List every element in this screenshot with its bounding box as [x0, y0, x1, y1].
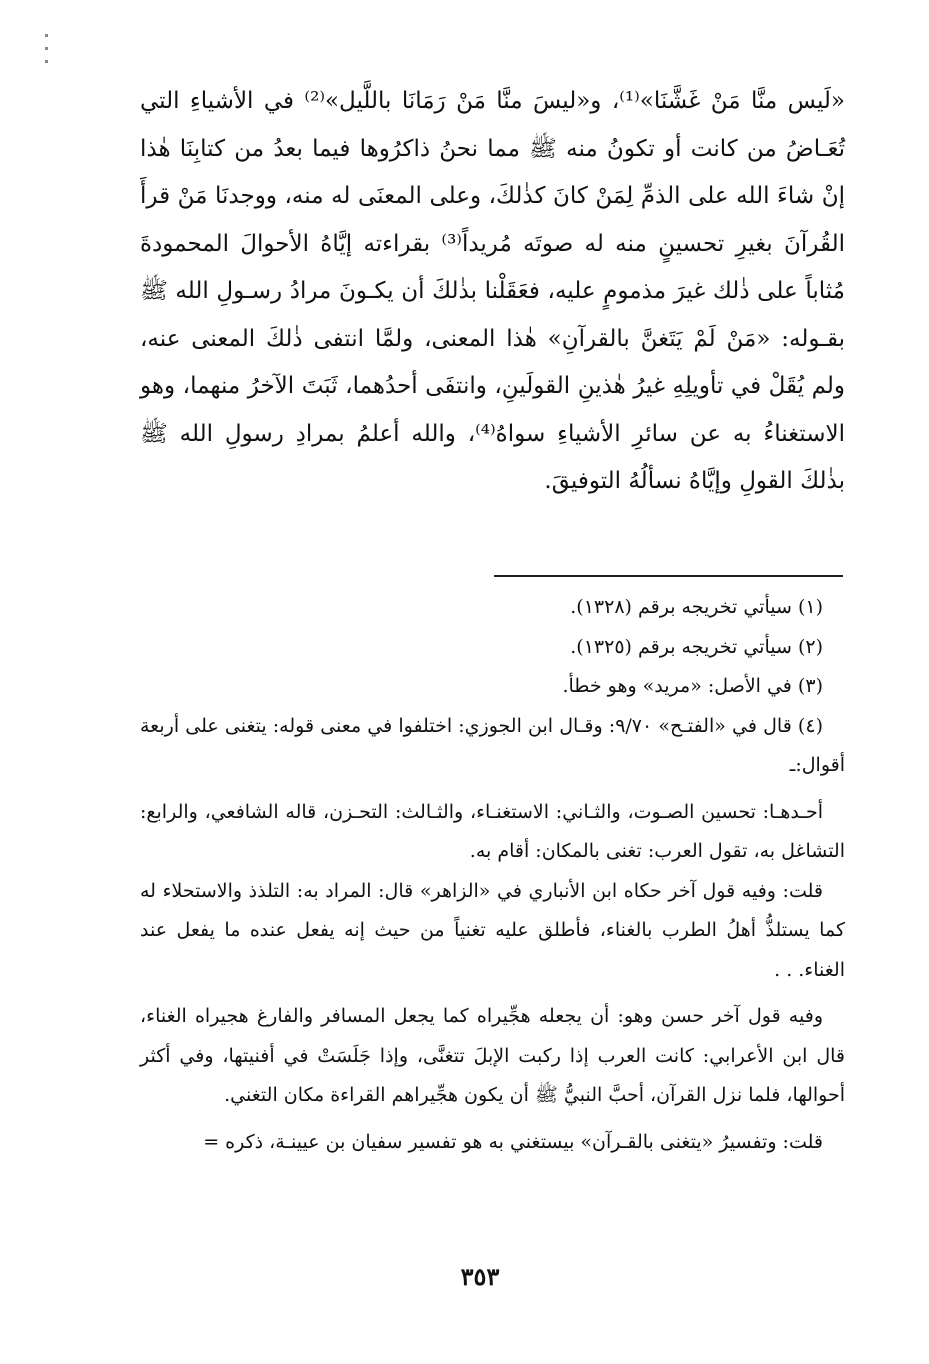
- footnote-4-note: قلت: وفيه قول آخر حكاه ابن الأنباري في «الزاهر» قال: المراد به: التلذذ والاستحلاء له كما يستلذُّ أهلُ الطرب بالغناء، فأطلق عليه تغنياً من حيث إنه يفعل عنده ما يفعل عند الغناء. . .: [140, 879, 845, 981]
- main-paragraph: «لَيس منَّا مَنْ غَشَّنَا»⁽¹⁾، و«ليسَ منَّا مَنْ رَمَانَا باللَّيل»⁽²⁾ في الأشياءِ التي تُعَـاضُ من كانت أو تكونُ منه ﷺ مما نحنُ ذاكرُوها فيما بعدُ من كتابِنَا هٰذا إنْ شاءَ الله على الذمِّ لِمَنْ كانَ كذٰلكَ، وعلى المعنَى له منه، ووجدنَا مَنْ قرأَ القُرآنَ بغيرِ تحسينٍ منه له صوتَه مُريداً⁽³⁾ بقراءته إيَّاهُ الأحوالَ المحمودةَ مُثاباً على ذٰلك غيرَ مذمومٍ عليه، فعَقَلْنا بذٰلكَ أن يكـونَ مرادُ رسـولِ الله ﷺ بقـوله: «مَنْ لَمْ يَتَغنَّ بالقرآنِ» هٰذا المعنى، ولمَّا انتفى ذٰلكَ المعنى عنه، ولم يُقَلْ في تأويلِهِ غيرُ هٰذينِ القولَينِ، وانتفَى أحدُهما، ثَبَتَ الآخرُ منهما، وهو الاستغناءُ به عن سائرِ الأشياءِ سواهُ⁽⁴⁾، والله أعلمُ بمرادِ رسولِ الله ﷺ بذٰلكَ القولِ وإيَّاهُ نسألُهُ التوفيقَ.: [140, 88, 845, 494]
- footnote-4-continued: قلت: وتفسيرُ «يتغنى بالقـرآن» بيستغني به هو تفسير سفيان بن عيينـة، ذكره =: [203, 1130, 823, 1153]
- footnote-3: (٣) في الأصل: «مريد» وهو خطأ.: [562, 675, 823, 697]
- margin-marks: [42, 28, 52, 88]
- footnotes: [140, 588, 845, 1162]
- footnote-1: (١) سيأتي تخريجه برقم (١٣٢٨).: [570, 596, 823, 618]
- footnote-separator: [494, 575, 843, 577]
- footnote-4-intro: (٤) قال في «الفتـح» ٩/٧٠: وقـال ابن الجوزي: اختلفوا في معنى قوله: يتغنى على أربعة أقوال:ـ: [140, 714, 845, 776]
- footnote-4-opinions: أحـدهـا: تحسين الصـوت، والثـاني: الاستغنـاء، والثـالث: التحـزن، قاله الشافعي، والرابع: التشاغل به، تقول العرب: تغنى بالمكان: أقام به.: [140, 800, 845, 862]
- footnote-4-another-opinion: وفيه قول آخر حسن وهو: أن يجعله هجِّيراه كما يجعل المسافر والفارغ هجيراه الغناء، قال ابن الأعرابي: كانت العرب إذا ركبت الإبلَ تتغنَّى، وإذا جَلَسَتْ في أفنيتها، وفي أكثر أحوالها، فلما نزل القرآن، أحبَّ النبيُّ ﷺ أن يكون هجِّيراهم القراءة مكان التغني.: [140, 1005, 845, 1106]
- footnote-2: (٢) سيأتي تخريجه برقم (١٣٢٥).: [570, 635, 823, 658]
- page-number: ٣٥٣: [460, 1262, 500, 1291]
- main-text: [140, 78, 845, 506]
